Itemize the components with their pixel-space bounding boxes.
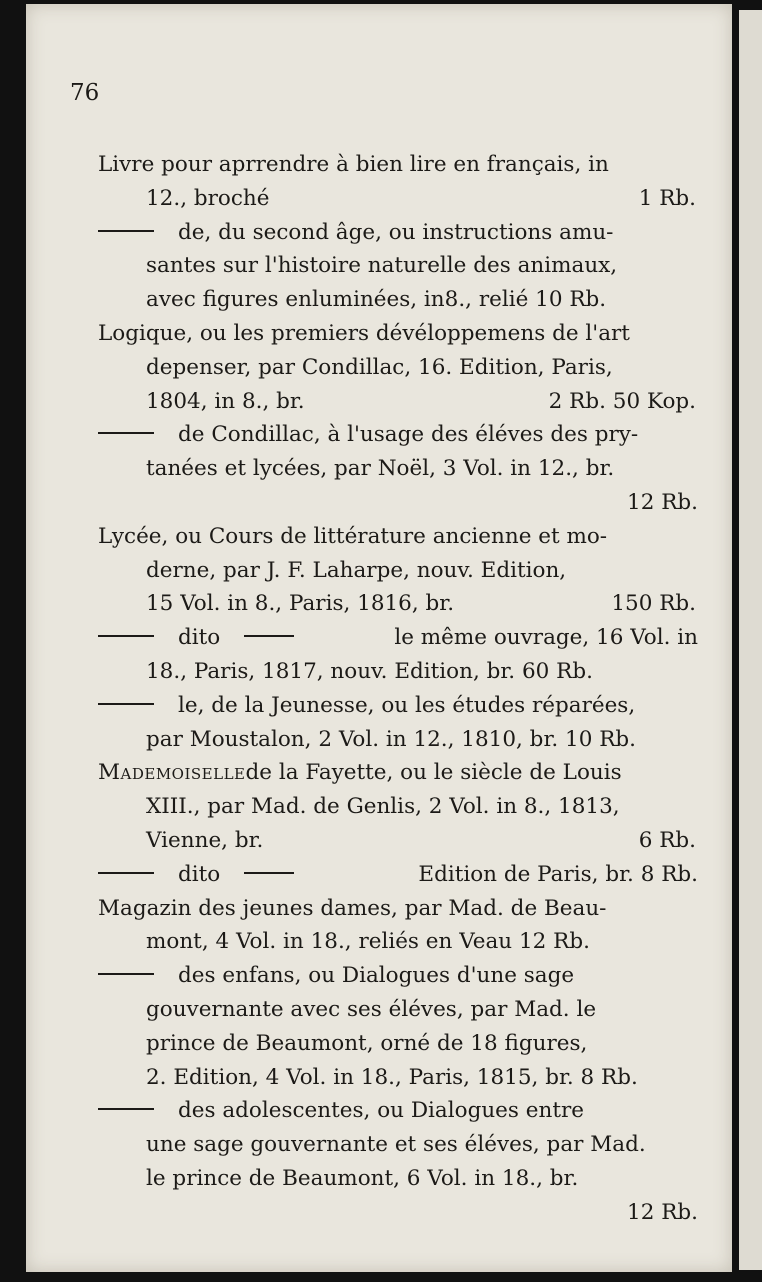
entry-line [98, 249, 698, 283]
entry-text: Vienne, br. [146, 827, 264, 853]
entry-text: de, du second âge, ou instructions amu- [178, 219, 614, 245]
catalogue-entry [98, 756, 698, 857]
entry-text: Livre pour aprrendre à bien lire en français, in [98, 152, 609, 177]
entry-line [98, 1162, 698, 1196]
entry-text: le prince de Beaumont, 6 Vol. in 18., br. [146, 1165, 579, 1191]
entry-line [98, 790, 698, 824]
entry-line [98, 554, 698, 588]
entry-price: 6 Rb. [638, 827, 696, 853]
entry-line [98, 587, 698, 621]
entry-title-smallcaps: Mademoiselle [98, 760, 246, 786]
entry-line [98, 182, 698, 216]
next-page-edge [739, 10, 762, 1270]
entry-line [98, 452, 698, 486]
catalogue-entry [98, 1094, 698, 1229]
entry-line [98, 1061, 698, 1095]
entry-text: 18., Paris, 1817, nouv. Edition, br. 60 Rb. [146, 658, 593, 684]
ditto-dash [98, 703, 154, 705]
catalogue-entry [98, 418, 698, 519]
catalogue-entry [98, 858, 698, 892]
catalogue-entry [98, 959, 698, 1094]
entry-line [98, 892, 698, 926]
entry-line [98, 1128, 698, 1162]
entry-text: des adolescentes, ou Dialogues entre [178, 1098, 584, 1124]
entry-text: 12., broché [146, 185, 270, 211]
entry-text: 2. Edition, 4 Vol. in 18., Paris, 1815, br. 8 Rb. [146, 1064, 638, 1090]
entry-line [98, 351, 698, 385]
entry-text: Lycée, ou Cours de littérature ancienne et mo- [98, 523, 608, 549]
ditto-dash [244, 872, 294, 874]
entry-line [98, 385, 698, 419]
catalogue-entries [98, 148, 698, 1230]
entry-price: 12 Rb. [627, 1199, 698, 1225]
catalogue-entry [98, 148, 698, 216]
entry-line [98, 317, 698, 351]
entry-text: avec figures enluminées, in8., relié 10 Rb. [146, 287, 607, 313]
entry-line [98, 858, 698, 892]
entry-text: par Moustalon, 2 Vol. in 12., 1810, br. 10 Rb. [146, 726, 637, 752]
ditto-dash [98, 230, 154, 232]
ditto-dash [98, 872, 154, 874]
entry-text: gouvernante avec ses éléves, par Mad. le [146, 996, 597, 1022]
entry-text: prince de Beaumont, orné de 18 figures, [146, 1030, 588, 1056]
entry-text: des enfans, ou Dialogues d'une sage [178, 963, 575, 989]
entry-line [98, 621, 698, 655]
entry-line [98, 418, 698, 452]
entry-text: mont, 4 Vol. in 18., reliés en Veau 12 Rb. [146, 929, 590, 955]
ditto-dash [98, 1108, 154, 1110]
entry-text: le même ouvrage, 16 Vol. in [394, 625, 698, 651]
entry-text: Logique, ou les premiers dévéloppemens de l'art [98, 320, 630, 346]
entry-line [98, 959, 698, 993]
entry-price: 12 Rb. [627, 489, 698, 515]
entry-line [98, 520, 698, 554]
ditto-dash [244, 635, 294, 637]
entry-line [98, 148, 698, 182]
catalogue-entry [98, 621, 698, 689]
entry-price: 150 Rb. [611, 591, 696, 617]
catalogue-entry [98, 317, 698, 418]
catalogue-entry [98, 689, 698, 757]
entry-price: 1 Rb. [638, 185, 696, 211]
catalogue-entry [98, 216, 698, 317]
ditto-dash [98, 432, 154, 434]
entry-text: dito [178, 861, 221, 887]
entry-text: tanées et lycées, par Noël, 3 Vol. in 12., br. [146, 456, 615, 482]
catalogue-entry [98, 520, 698, 621]
entry-line [98, 486, 698, 520]
entry-line [98, 1094, 698, 1128]
ditto-dash [98, 635, 154, 637]
entry-text: dito [178, 625, 221, 651]
entry-line [98, 1027, 698, 1061]
ditto-dash [98, 973, 154, 975]
entry-text: le, de la Jeunesse, ou les études réparées, [178, 692, 636, 718]
entry-line [98, 689, 698, 723]
entry-line [98, 723, 698, 757]
entry-text: de Condillac, à l'usage des éléves des pry- [178, 422, 639, 448]
entry-text: de la Fayette, ou le siècle de Louis [245, 760, 622, 786]
entry-text: 1804, in 8., br. [146, 388, 305, 414]
entry-line [98, 1196, 698, 1230]
entry-text: derne, par J. F. Laharpe, nouv. Edition, [146, 557, 567, 583]
entry-price: 2 Rb. 50 Kop. [548, 388, 696, 414]
entry-text: 15 Vol. in 8., Paris, 1816, br. [146, 591, 455, 617]
entry-line [98, 283, 698, 317]
entry-line [98, 655, 698, 689]
book-page [26, 4, 732, 1272]
page-number: 76 [70, 80, 100, 106]
entry-text: une sage gouvernante et ses éléves, par Mad. [146, 1132, 646, 1158]
entry-line [98, 925, 698, 959]
entry-line [98, 216, 698, 250]
entry-text: Magazin des jeunes dames, par Mad. de Beau- [98, 895, 607, 921]
entry-text: depenser, par Condillac, 16. Edition, Paris, [146, 354, 613, 380]
entry-line [98, 824, 698, 858]
entry-text: Edition de Paris, br. 8 Rb. [418, 861, 698, 887]
entry-text: XIII., par Mad. de Genlis, 2 Vol. in 8., 1813, [146, 794, 620, 820]
catalogue-entry [98, 892, 698, 960]
entry-line [98, 993, 698, 1027]
entry-line [98, 756, 698, 790]
entry-text: santes sur l'histoire naturelle des animaux, [146, 253, 618, 279]
